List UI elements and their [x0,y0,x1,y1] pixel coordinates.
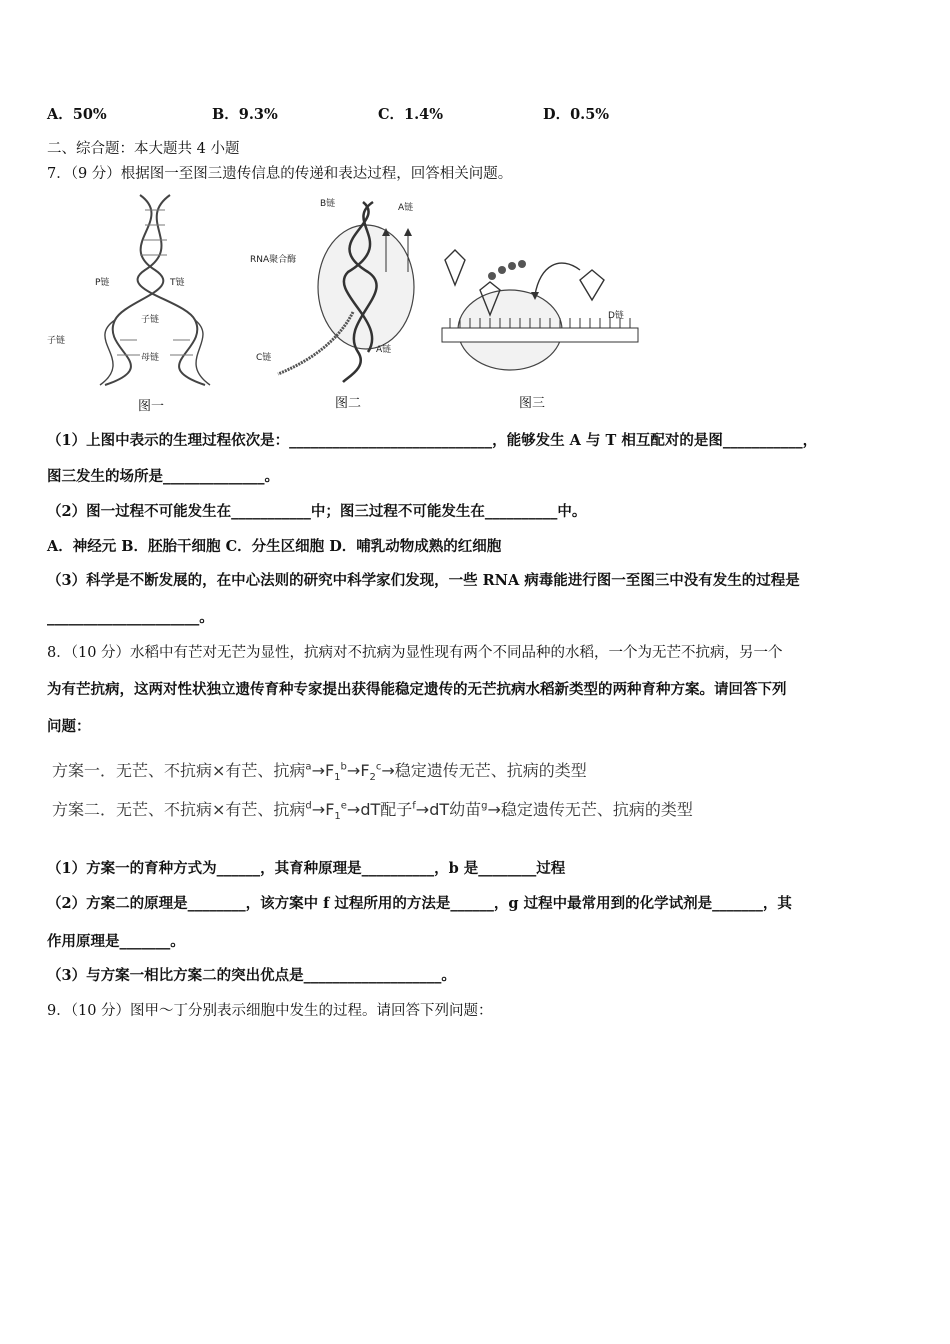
fig1-label-child: 子链 [141,315,160,325]
fig2-caption: 图二 [335,396,362,411]
q7-part1-line2: 图三发生的场所是______________。 [47,468,279,485]
breeding-scheme-2: 方案二．无芒、不抗病×有芒、抗病$^d\to F_1^e\to dT$配子$^f$→dT幼苗$^g$→稳定遗传无芒、抗病的类型 [52,800,693,823]
breeding-scheme-1: 方案一．无芒、不抗病×有芒、抗病$^a\to F_1^b\to F_2^c\to$稳定遗传无芒、抗病的类型 [52,761,587,784]
fig1-label-p: P链 [95,278,110,288]
figure-3-translation [430,240,645,375]
scheme1-f1-sub: 1 [334,772,341,784]
scheme2-step-g: g [481,800,488,812]
option-a: A．50% [47,106,107,123]
scheme2-f1-sub: 1 [334,811,341,823]
fig1-label-t: T链 [170,278,185,288]
scheme2-step-d: d [305,800,312,812]
scheme2-step-e: e [340,800,347,812]
scheme2-step-f: f [412,800,416,812]
scheme1-step-c: c [375,761,382,773]
q8-stem-line3: 问题： [47,718,91,735]
scheme2-gamete: dT配子 [360,800,413,819]
figure-2-transcription [248,192,428,387]
scheme2-seedling: dT幼苗 [429,800,482,819]
q7-part2: （2）图一过程不可能发生在___________中；图三过程不可能发生在__________中。 [47,503,587,520]
fig2-label-b: B链 [320,199,336,209]
figure-1-dna-replication [45,190,245,390]
q7-part1-line1: （1）上图中表示的生理过程依次是：____________________________，能够发生 A 与 T 相互配对的是图___________， [47,432,818,449]
fig1-label-child-2: 子链 [47,336,66,346]
scheme1-prefix: 方案一．无芒、不抗病×有芒、抗病 [52,761,306,780]
q8-part2-line1: （2）方案二的原理是________，该方案中 f 过程所用的方法是______，g 过程中最常用到的化学试剂是_______，其 [47,895,792,912]
fig2-label-a2: A链 [376,345,392,355]
q8-stem-line2: 为有芒抗病，这两对性状独立遗传育种专家提出获得能稳定遗传的无芒抗病水稻新类型的两种育种方案。请回答下列 [47,681,787,698]
fig2-label-c: C链 [256,353,272,363]
q7-part3-line1: （3）科学是不断发展的，在中心法则的研究中科学家们发现，一些 RNA 病毒能进行图一至图三中没有发生的过程是 [47,572,800,589]
q8-part2-line2: 作用原理是_______。 [47,933,185,950]
scheme2-f1: F [325,800,335,819]
scheme2-suffix: 稳定遗传无芒、抗病的类型 [500,800,693,819]
fig3-label-d: D链 [608,311,624,321]
fig1-caption: 图一 [138,399,165,414]
q7-part3-line2: _____________________。 [47,609,214,626]
q7-stem: 7．（9 分）根据图一至图三遗传信息的传递和表达过程，回答相关问题。 [47,166,513,182]
option-b: B．9.3% [212,106,278,123]
fig1-label-parent: 母链 [141,353,160,363]
q8-stem-line1: 8．（10 分）水稻中有芒对无芒为显性，抗病对不抗病为显性现有两个不同品种的水稻，一个为无芒不抗病，另一个 [47,645,783,661]
scheme1-suffix: 稳定遗传无芒、抗病的类型 [394,761,587,780]
scheme1-step-a: a [305,761,312,773]
fig2-label-a: A链 [398,203,414,213]
scheme1-f2: F [360,761,370,780]
option-d: D．0.5% [543,106,610,123]
scheme2-prefix: 方案二．无芒、不抗病×有芒、抗病 [52,800,306,819]
scheme1-f1: F [324,761,335,780]
scheme1-f2-sub: 2 [369,772,376,784]
option-c: C．1.4% [378,106,444,123]
scheme1-step-b: b [340,761,347,773]
section-title: 二、综合题：本大题共 4 小题 [47,141,240,157]
q8-part3: （3）与方案一相比方案二的突出优点是___________________。 [47,967,456,984]
fig2-label-rna-polymerase: RNA聚合酶 [250,255,297,265]
q7-part2-options: A．神经元 B．胚胎干细胞 C．分生区细胞 D．哺乳动物成熟的红细胞 [47,538,502,555]
q8-part1: （1）方案一的育种方式为______，其育种原理是__________，b 是________过程 [47,860,566,877]
fig3-caption: 图三 [519,396,546,411]
q9-stem: 9．（10 分）图甲～丁分别表示细胞中发生的过程。请回答下列问题： [47,1003,493,1019]
